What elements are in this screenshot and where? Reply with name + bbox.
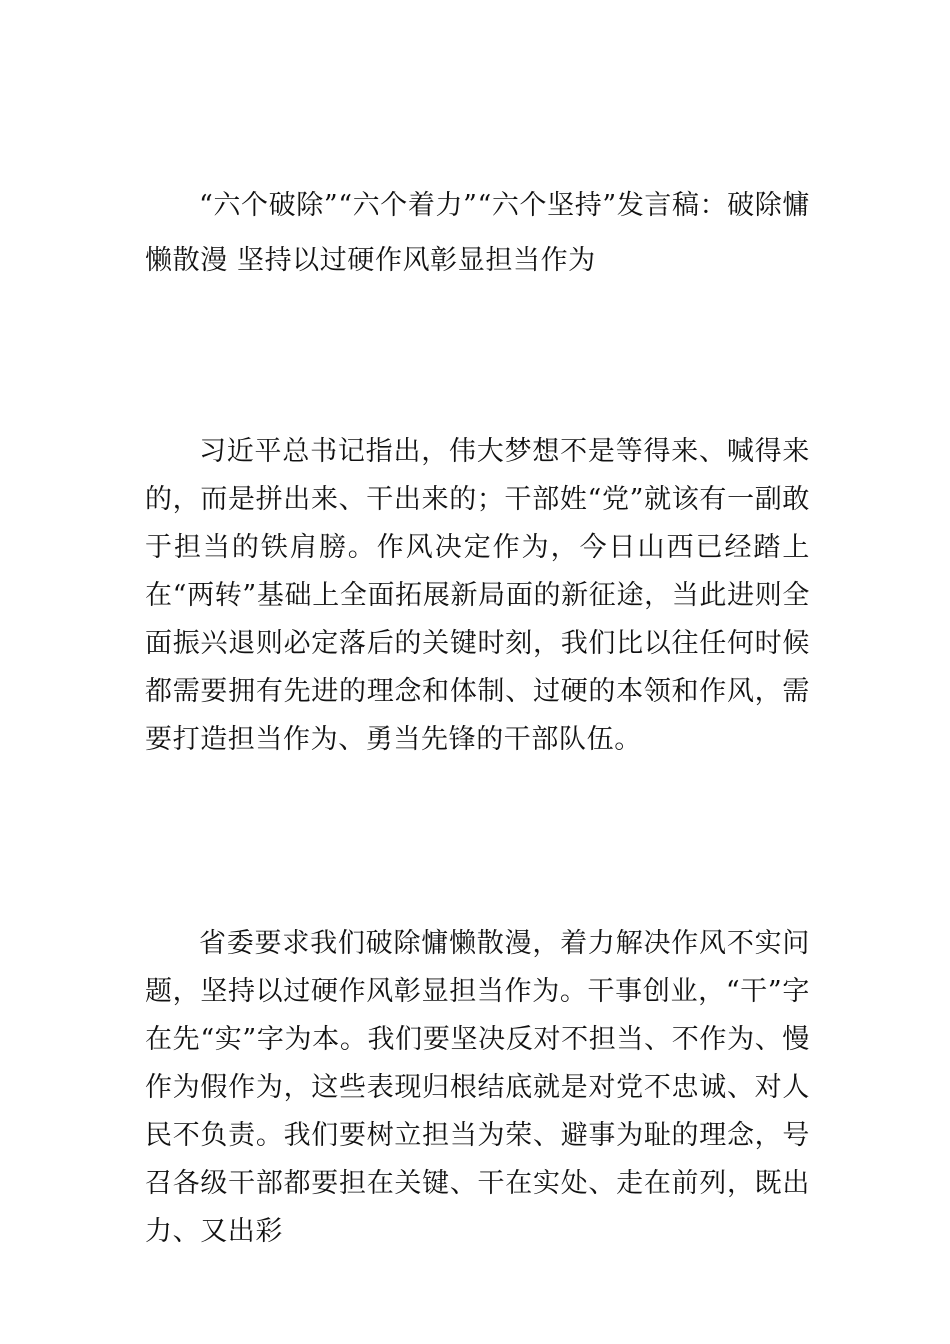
document-title: “六个破除”“六个着力”“六个坚持”发言稿：破除慵懒散漫 坚持以过硬作风彰显担当作为 — [145, 190, 810, 276]
body-paragraph-1: 习近平总书记指出，伟大梦想不是等得来、喊得来的，而是拼出来、干出来的；干部姓“党”就该有一副敢于担当的铁肩膀。作风决定作为，今日山西已经踏上在“两转”基础上全面拓展新局面的新征途，当此进则全面振兴退则必定落后的关键时刻，我们比以往任何时候都需要拥有先进的理念和体制、过硬的本领和作风，需要打造担当作为、勇当先锋的干部队伍。 — [145, 436, 810, 755]
body-paragraph-2: 省委要求我们破除慵懒散漫，着力解决作风不实问题，坚持以过硬作风彰显担当作为。干事创业，“干”字在先“实”字为本。我们要坚决反对不担当、不作为、慢作为假作为，这些表现归根结底就是对党不忠诚、对人民不负责。我们要树立担当为荣、避事为耻的理念，号召各级干部都要担在关键、干在实处、走在前列，既出力、又出彩 — [145, 928, 810, 1247]
